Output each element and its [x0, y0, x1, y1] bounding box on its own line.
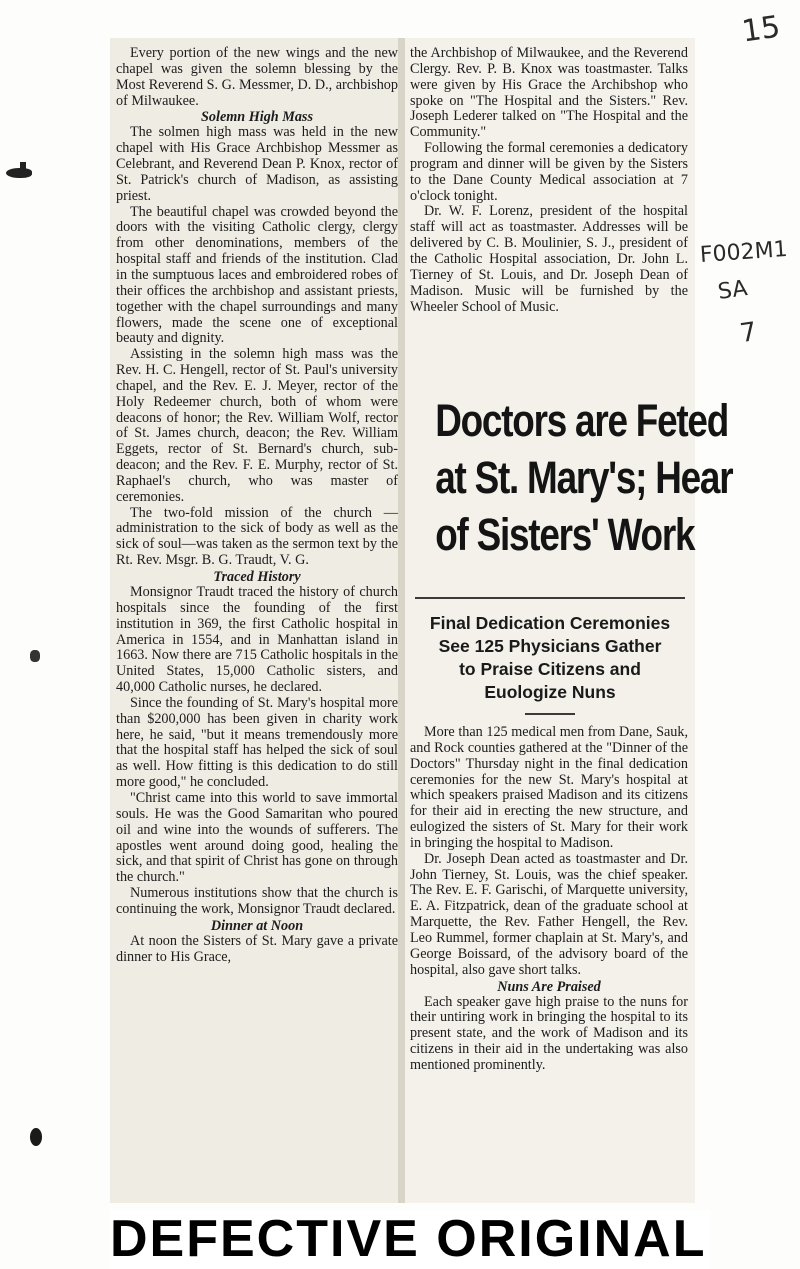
- paragraph: Dr. W. F. Lorenz, president of the hospital staff will act as toastmaster. Addresses will be delivered by C. B. Moulinier, S. J., president of the Catholic Hospital association, Dr. John L. Tierney of St. Louis, and Dr. Joseph Dean of Madison. Music will be furnished by the Wheeler School of Music.: [410, 203, 688, 315]
- paragraph: Monsignor Traudt traced the history of church hospitals since the founding of the first institution in 369, the first Catholic hospital in America in 1554, and in Manhattan island in 1663. Now there are 715 Catholic hospitals in the United States, 15,000 Catholic sisters, and 40,000 Catholic nurses, he declared.: [116, 584, 398, 696]
- paragraph: The two-fold mission of the church —administration to the sick of body as well as the sick of soul—was taken as the sermon text by the Rt. Rev. Msgr. B. G. Traudt, V. G.: [116, 504, 398, 569]
- headline-divider: [415, 597, 685, 599]
- paragraph: Every portion of the new wings and the new chapel was given the solemn blessing by the Most Reverend S. G. Messmer, D. D., archbishop of Milwaukee.: [116, 45, 398, 109]
- margin-blot: [6, 168, 32, 178]
- article-left-column: [116, 46, 398, 965]
- paragraph: Each speaker gave high praise to the nuns for their untiring work in bringing the hospital to its present state, and the work of Madison and its citizens in their aid in the undertaking was also mentioned prominently.: [410, 993, 688, 1073]
- paragraph: The beautiful chapel was crowded beyond the doors with the visiting Catholic clergy, clergy from other denominations, members of the hospital staff and friends of the institution. Clad in the sumptuous laces and embroidered robes of their offices the archbishop and assistant priests, together with the chapel surroundings and many flowers, made the scene one of exceptional beauty and dignity.: [116, 203, 398, 347]
- handwritten-code-a: F002M1: [699, 236, 789, 269]
- paragraph: Dr. Joseph Dean acted as toastmaster and Dr. John Tierney, St. Louis, was the chief speaker. The Rev. E. F. Garischi, of Marquette university, E. A. Fitzpatrick, dean of the graduate school at Marquette, the Rev. Father Hengell, the Rev. Leo Rummel, former chaplain at St. Mary's, and George Boissard, of the advisory board of the hospital, also gave short talks.: [410, 850, 688, 978]
- paragraph: "Christ came into this world to save immortal souls. He was the Good Samaritan who poured oil and wine into the wounds of sufferers. The apostles went around doing good, healing the sick, and that spirit of Christ has gone on through the church.": [116, 789, 398, 886]
- article-headline: [435, 392, 733, 563]
- handwritten-code-b: SA: [716, 276, 750, 305]
- subheading: Dinner at Noon: [210, 917, 304, 934]
- deck-line: to Praise Citizens and: [459, 659, 641, 679]
- handwritten-page-number: 15: [739, 9, 783, 50]
- subheading: Solemn High Mass: [201, 109, 313, 126]
- margin-blot-tip: [20, 162, 26, 170]
- article-right-column-top: [410, 46, 688, 315]
- defective-original-stamp: DEFECTIVE ORIGINAL: [110, 1210, 710, 1269]
- paragraph: Assisting in the solemn high mass was the Rev. H. C. Hengell, rector of St. Paul's university chapel, and the Rev. E. J. Meyer, rector of the Holy Redeemer church, both of whom were deacons of honor; the Rev. William Wolf, rector of St. James church, deacon; the Rev. William Eggets, rector of St. Bernard's church, sub-deacon; and the Rev. F. E. Murphy, rector of St. Raphael's church, who was master of ceremonies.: [116, 346, 398, 505]
- deck-divider: [525, 713, 575, 715]
- paragraph: Since the founding of St. Mary's hospital more than $200,000 has been given in charity work here, he said, "but it means tremendously more that the hospital staff has helped the sick of soul as well. How fitting is this dedication to do still more good," he concluded.: [116, 694, 398, 791]
- paragraph: More than 125 medical men from Dane, Sauk, and Rock counties gathered at the "Dinner of the Doctors" Thursday night in the final dedication ceremonies for the new St. Mary's hospital at which speakers praised Madison and its citizens for their aid in erecting the new structure, and eulogized the sisters of St. Mary for their work in bringing the hospital to Madison.: [410, 724, 688, 851]
- headline-line: Doctors are Feted: [435, 395, 729, 446]
- paragraph: the Archbishop of Milwaukee, and the Reverend Clergy. Rev. P. B. Knox was toastmaster. Talks were given by His Grace the Archibshop who spoke on "The Hospital and the Sisters." Rev. Joseph Lederer talked on "The Hospital and the Community.": [410, 45, 688, 141]
- deck-line: Final Dedication Ceremonies: [429, 613, 671, 633]
- headline-line: at St. Mary's; Hear: [435, 452, 733, 503]
- handwritten-code-c: 7: [737, 316, 759, 350]
- deck-line: Euologize Nuns: [484, 682, 616, 702]
- article-right-column-bottom: [410, 725, 688, 1074]
- deck-line: See 125 Physicians Gather: [438, 636, 662, 656]
- paragraph: Following the formal ceremonies a dedicatory program and dinner will be given by the Sisters to the Dane County Medical association at 7 o'clock tonight.: [410, 140, 688, 204]
- paragraph: The solmen high mass was held in the new chapel with His Grace Archbishop Messmer as Celebrant, and Reverend Dean P. Knox, rector of St. Patrick's church of Madison, as assisting priest.: [116, 124, 398, 204]
- punch-hole: [30, 1128, 42, 1146]
- subheading: Nuns Are Praised: [497, 978, 601, 995]
- margin-smudge: [30, 650, 40, 662]
- paragraph: At noon the Sisters of St. Mary gave a private dinner to His Grace,: [116, 932, 398, 965]
- headline-line: of Sisters' Work: [435, 509, 695, 560]
- article-deck: [410, 612, 690, 704]
- subheading: Traced History: [213, 569, 301, 585]
- paragraph: Numerous institutions show that the church is continuing the work, Monsignor Traudt declared.: [116, 885, 398, 917]
